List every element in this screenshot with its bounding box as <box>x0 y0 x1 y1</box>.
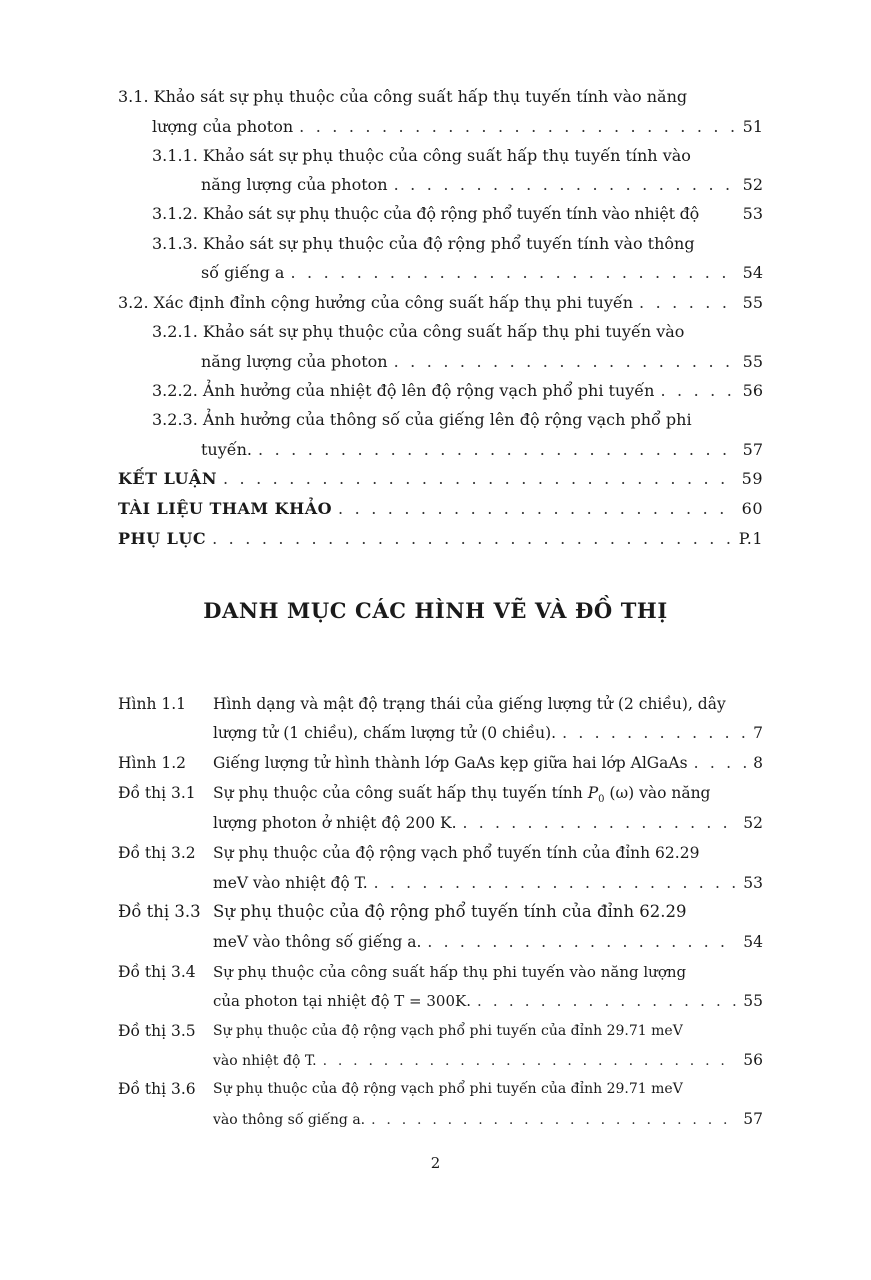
figure-title: của photon tại nhiệt độ T = 300K. <box>213 992 471 1010</box>
toc-entry <box>152 233 763 255</box>
figure-entry-continuation <box>213 872 763 894</box>
leader-dots <box>463 812 738 834</box>
toc-page: 53 <box>742 204 763 223</box>
leader-dots <box>258 439 737 461</box>
toc-number: 3.1.3. <box>152 234 198 253</box>
leader-dots <box>212 528 733 550</box>
leader-dots <box>371 1109 737 1131</box>
figure-entry-continuation <box>213 990 763 1012</box>
toc-entry-continuation <box>201 351 763 373</box>
figure-entry <box>213 901 763 923</box>
leader-dots <box>394 351 737 373</box>
figure-entry <box>213 693 763 715</box>
figure-title: Sự phụ thuộc của độ rộng vạch phổ phi tuyến của đỉnh 29.71 meV <box>213 1081 683 1097</box>
toc-entry <box>118 86 763 108</box>
leader-dots <box>562 722 747 744</box>
toc-entry <box>118 292 763 314</box>
figure-title: vào thông số giếng a. <box>213 1112 366 1128</box>
leader-dots <box>639 292 737 314</box>
toc-title: Ảnh hưởng của nhiệt độ lên độ rộng vạch phổ phi tuyến <box>202 381 655 400</box>
leader-dots <box>323 1050 738 1072</box>
toc-title: Khảo sát sự phụ thuộc của độ rộng phổ tuyến tính vào nhiệt độ <box>202 204 699 223</box>
toc-page: 60 <box>741 499 763 518</box>
figure-page: 7 <box>753 724 763 742</box>
leader-dots <box>290 262 736 284</box>
figure-label: Đồ thị 3.1 <box>118 784 196 802</box>
toc-entry <box>152 409 763 431</box>
toc-page: 55 <box>742 352 763 371</box>
figure-page: 8 <box>753 754 763 772</box>
figure-entry-continuation <box>213 1108 763 1131</box>
toc-page: 59 <box>741 469 763 488</box>
figure-page: 53 <box>743 874 763 892</box>
figure-entry <box>213 752 763 774</box>
leader-dots <box>374 872 738 894</box>
toc-title: năng lượng của photon <box>201 352 388 371</box>
toc-title: Khảo sát sự phụ thuộc của công suất hấp thụ tuyến tính vào năng <box>153 87 688 106</box>
page-number: 2 <box>430 1154 441 1172</box>
figure-page: 52 <box>743 814 763 832</box>
figure-label: Đồ thị 3.5 <box>118 1022 196 1040</box>
figure-title: meV vào thông số giếng a. <box>213 933 422 951</box>
figure-entry <box>213 961 763 983</box>
toc-page: 57 <box>742 440 763 459</box>
figures-heading: DANH MỤC CÁC HÌNH VẼ VÀ ĐỒ THỊ <box>203 598 668 623</box>
figure-page: 54 <box>743 933 763 951</box>
toc-title: Khảo sát sự phụ thuộc của độ rộng phổ tuyến tính vào thông <box>202 234 695 253</box>
figure-title: lượng tử (1 chiều), chấm lượng tử (0 chiều). <box>213 724 557 742</box>
toc-title: lượng của photon <box>152 117 294 136</box>
toc-number: 3.1.2. <box>152 204 198 223</box>
toc-page: 56 <box>742 381 763 400</box>
figure-entry <box>213 842 763 864</box>
toc-number: 3.2.3. <box>152 410 198 429</box>
math-subscript: 0 <box>598 794 605 806</box>
toc-page: 54 <box>742 263 763 282</box>
toc-number: 3.1. <box>118 87 149 106</box>
toc-title: Khảo sát sự phụ thuộc của công suất hấp thụ tuyến tính vào <box>202 146 691 165</box>
toc-entry-continuation <box>152 116 763 138</box>
figure-label: Đồ thị 3.6 <box>118 1080 196 1098</box>
toc-number: 3.2.2. <box>152 381 198 400</box>
toc-title: Xác định đỉnh cộng hưởng của công suất hấp thụ phi tuyến <box>153 293 633 312</box>
leader-dots <box>223 468 736 490</box>
toc-title: KẾT LUẬN <box>118 469 217 488</box>
math-symbol: P <box>587 784 599 802</box>
figure-title: meV vào nhiệt độ T. <box>213 874 368 892</box>
figure-label: Đồ thị 3.3 <box>118 902 201 921</box>
figure-entry-continuation <box>213 931 763 953</box>
figure-title: Sự phụ thuộc của độ rộng vạch phổ tuyến tính của đỉnh 62.29 <box>213 844 700 862</box>
toc-page: 55 <box>742 293 763 312</box>
leader-dots <box>338 498 736 520</box>
toc-entry <box>152 321 763 343</box>
leader-dots <box>477 990 737 1012</box>
figure-title: Giếng lượng tử hình thành lớp GaAs kẹp giữa hai lớp AlGaAs <box>213 754 688 772</box>
figure-label: Đồ thị 3.4 <box>118 963 196 981</box>
figure-label: Đồ thị 3.2 <box>118 844 196 862</box>
figure-entry <box>213 1020 763 1042</box>
leader-dots <box>660 380 736 402</box>
toc-entry-chapter <box>118 468 763 490</box>
leader-dots <box>427 931 737 953</box>
figure-page: 56 <box>743 1051 763 1069</box>
toc-page: 52 <box>742 175 763 194</box>
toc-entry <box>152 145 763 167</box>
toc-title: TÀI LIỆU THAM KHẢO <box>118 499 333 518</box>
leader-dots <box>299 116 737 138</box>
figure-page: 57 <box>743 1110 763 1128</box>
figure-entry <box>213 1078 763 1100</box>
figure-entry-continuation <box>213 812 763 834</box>
toc-entry-continuation <box>201 174 763 196</box>
toc-entry-chapter <box>118 528 763 550</box>
toc-title: năng lượng của photon <box>201 175 388 194</box>
toc-number: 3.1.1. <box>152 146 198 165</box>
figure-label: Hình 1.1 <box>118 695 187 713</box>
figure-title: Sự phụ thuộc của độ rộng vạch phổ phi tuyến của đỉnh 29.71 meV <box>213 1023 683 1039</box>
figure-title: Sự phụ thuộc của công suất hấp thụ tuyến tính $P_0$ (ω) vào năng <box>213 784 711 806</box>
leader-dots <box>394 174 737 196</box>
toc-entry-continuation <box>201 262 763 284</box>
figure-entry <box>213 782 763 811</box>
toc-title: PHỤ LỤC <box>118 529 207 548</box>
toc-entry <box>152 380 763 402</box>
figure-title: Sự phụ thuộc của độ rộng phổ tuyến tính của đỉnh 62.29 <box>213 902 687 921</box>
toc-number: 3.2. <box>118 293 149 312</box>
toc-entry-chapter <box>118 498 763 520</box>
figure-title: Hình dạng và mật độ trạng thái của giếng lượng tử (2 chiều), dây <box>213 695 726 713</box>
figure-title: vào nhiệt độ T. <box>213 1053 317 1069</box>
figure-title: lượng photon ở nhiệt độ 200 K. <box>213 814 457 832</box>
toc-entry <box>152 203 763 225</box>
leader-dots <box>694 752 748 774</box>
toc-entry-continuation <box>201 439 763 461</box>
toc-title: tuyến. <box>201 440 253 459</box>
toc-page: 51 <box>742 117 763 136</box>
figure-title: Sự phụ thuộc của công suất hấp thụ phi tuyến vào năng lượng <box>213 963 687 981</box>
toc-title: Khảo sát sự phụ thuộc của công suất hấp thụ phi tuyến vào <box>202 322 685 341</box>
figure-page: 55 <box>743 992 763 1010</box>
toc-title: số giếng a <box>201 263 285 282</box>
toc-page: P.1 <box>738 529 763 548</box>
figure-entry-continuation <box>213 1049 763 1072</box>
toc-number: 3.2.1. <box>152 322 198 341</box>
figure-entry-continuation <box>213 722 763 744</box>
figure-label: Hình 1.2 <box>118 754 187 772</box>
toc-title: Ảnh hưởng của thông số của giếng lên độ rộng vạch phổ phi <box>202 410 692 429</box>
